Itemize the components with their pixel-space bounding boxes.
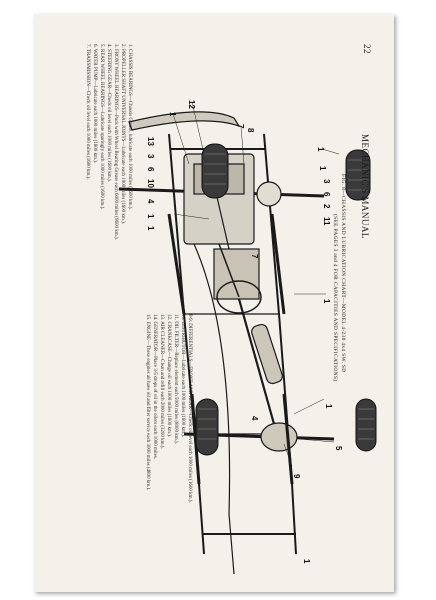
callout-number: 1 (324, 404, 333, 409)
callout-number: 6 (322, 192, 331, 197)
callout-number: 7 (250, 254, 259, 259)
left-column-line-1: 1. CHASSIS BEARINGS—Chassis Grease, lubricate each 1000 miles (1600 km.). (127, 44, 132, 210)
callout-number: 5 (334, 446, 343, 451)
callout-number: 6 (146, 167, 155, 172)
callout-number: 1 (316, 147, 325, 152)
callout-number: 8 (246, 128, 255, 133)
page-header: MECHANIC'S MANUAL (360, 134, 370, 239)
callout-number: 2 (322, 204, 331, 209)
manual-page (34, 14, 394, 592)
callout-number: 12 (187, 100, 196, 109)
callout-number: 1 (302, 559, 311, 564)
callout-number: 4 (146, 199, 155, 204)
callout-number: 10 (146, 179, 155, 188)
callout-number: 1 (322, 299, 331, 304)
callout-number: 9 (292, 474, 301, 479)
callout-number: 1 (318, 166, 327, 171)
callout-number: 1 (168, 112, 177, 117)
front-bumper (129, 112, 239, 130)
figure-caption: FIG. 8—CHASSIS AND LUBRICATION CHART—MODEL 4-230 4x4 SW. SD (340, 174, 346, 373)
right-column-line-1: 8-9. DIFFERENTIALS—FRONT AND REAR—Check oil level each 1000 miles (1600 km.). (187, 314, 192, 503)
front-left-tire (202, 144, 228, 198)
page-number: 22 (362, 44, 372, 54)
callout-number: 13 (146, 137, 155, 146)
right-column-line-6: 14. GENERATOR—Place 3-5 drops of oil in the oilers each 1000 miles. (152, 314, 157, 460)
right-column-line-2: 10. DISTRIBUTOR—Lubricate each 1000 miles (1600 km.). (180, 314, 185, 438)
callout-number: 1 (146, 226, 155, 231)
left-column-line-4: 4. STEERING GEAR—Check oil level each 1000 miles (1600 km.). (106, 44, 111, 182)
left-column-line-3: 3. FRONT WHEEL BEARINGS—Pack with Wheel Bearing Grease each 6000 miles (9600 km.). (113, 44, 118, 240)
left-column-line-2: 2. PROPELLER SHAFT UNIVERSAL JOINTS—Lubricate each 1000 miles (1600 km.). (120, 44, 125, 224)
right-column-line-3: 11. OIL FILTER—Replace element each 5000 miles (8000 km.). (173, 314, 178, 444)
callout-number: 4 (250, 416, 259, 421)
callout-number: 3 (146, 154, 155, 159)
left-column-line-5: 5. REAR WHEEL BEARINGS—Lubricate sparingly each 1000 miles (1600 km.). (99, 44, 104, 210)
rear-right-tire (356, 399, 376, 451)
callout-number: 7 (236, 124, 245, 129)
callout-number: 1 (146, 214, 155, 219)
right-column-line-7: 15. ENGINE—These engines all have oil and filter service each 3000 miles (4800 km.). (145, 314, 150, 491)
left-column-line-7: 7. TRANSMISSION—Check oil level each 1000 miles (1600 km.). (85, 44, 90, 180)
rear-left-tire (196, 399, 218, 455)
figure-subcaption: (SEE PAGES 3 and 4 FOR CAPACITIES AND SPECIFICATIONS) (332, 214, 338, 382)
right-column-line-5: 13. AIR CLEANER—Clean and refill each 2000 miles (3200 km.). (159, 314, 164, 449)
callout-number: 3 (322, 179, 331, 184)
left-column-line-6: 6. WATER PUMP—Lubricate each 1000 miles (1600 km.). (92, 44, 97, 164)
air-cleaner (257, 182, 281, 206)
callout-number: 11 (322, 217, 331, 226)
right-column-line-4: 12. CRANKCASE—Change oil each 1000 miles (1600 km.). (166, 314, 171, 438)
